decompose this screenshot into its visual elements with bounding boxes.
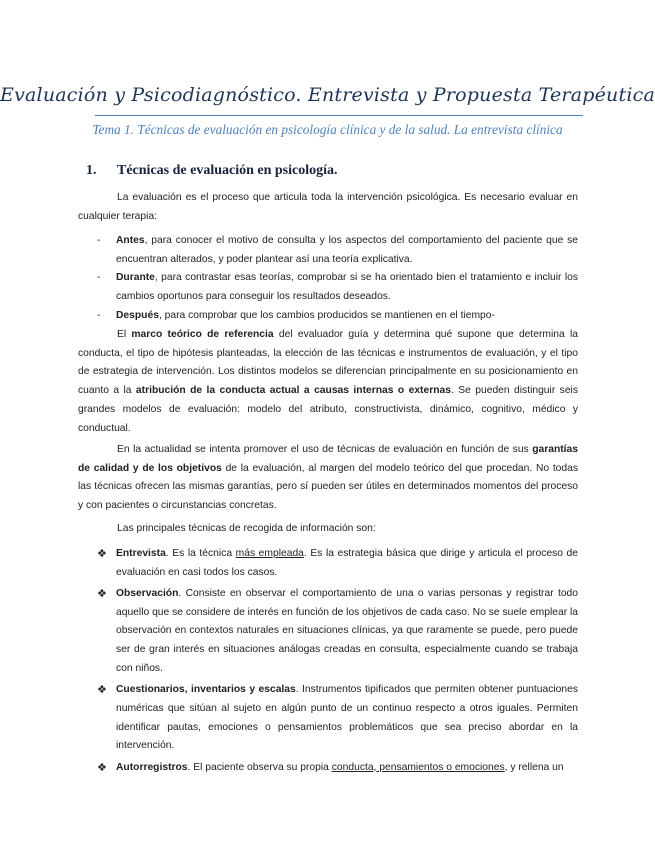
list-item <box>78 232 578 269</box>
technique-term: Observación <box>116 588 179 599</box>
text-run: . Instrumentos tipificados que permiten obtener puntuaciones numéricas que sitúan al sujeto en algún punto de un continuo respecto a otros iguales. Permiten identificar pautas, emociones o pensamientos problemáticos que sea preciso abordar en la intervención. <box>116 684 578 752</box>
phases-list <box>78 232 578 326</box>
text-run: , y rellena un <box>504 761 564 773</box>
phase-text: , para contrastar esas teorías, comprobar si se ha orientado bien el tratamiento e incluir los cambios oportunos para conseguir los resultados deseados. <box>116 272 578 303</box>
diamond-bullet-icon: ❖ <box>97 588 107 600</box>
techniques-intro-block <box>78 520 578 539</box>
text-run: . Es la técnica <box>165 548 236 559</box>
document-title: Evaluación y Psicodiagnóstico. Entrevista y Propuesta Terapéutica <box>0 84 655 106</box>
text-run: El <box>117 329 132 340</box>
diamond-bullet-icon: ❖ <box>97 761 107 774</box>
text-run: En la actualidad se intenta promover el uso de técnicas de evaluación en función de sus <box>117 444 533 455</box>
intro-paragraph-block <box>78 189 578 226</box>
section-title: Técnicas de evaluación en psicología. <box>117 163 338 178</box>
text-run: de la evaluación, al margen del modelo teórico del que procedan. No todas las técnicas ofrecen las mismas garantías, pero sí pueden ser útiles en determinados momentos del proceso y con pacientes o circunstancias concretas. <box>78 462 579 512</box>
dash-marker: - <box>97 235 101 246</box>
text-run: del evaluador guía y determina qué supone que determina la conducta, el tipo de hipótesis planteadas, la elección de las técnicas e instrumentos de evaluación, y el tipo de estrategia de intervención. Los distintos modelos se diferencian principalmente en su posicionamiento en cuanto a la <box>78 329 578 397</box>
bold-term: marco teórico de referencia <box>131 329 274 340</box>
phase-text: , para comprobar que los cambios producidos se mantienen en el tiempo- <box>158 309 495 321</box>
list-item <box>78 585 578 679</box>
text-run: . Consiste en observar el comportamiento de una o varias personas y registrar todo aquello que se considere de interés en función de los objetivos de cada caso. No se suele emplear la observación en contextos naturales en situaciones clínicas, ya que raramente se puede, pero puede ser de gran interés en situaciones análogas creadas en consulta, especialmente cuando se trabaja con niños. <box>116 588 578 674</box>
phase-term: Durante <box>116 272 155 284</box>
text-run: . El paciente observa su propia <box>187 761 332 773</box>
technique-term: Cuestionarios, inventarios y escalas <box>116 684 296 696</box>
list-item <box>78 759 578 778</box>
underlined-term: más empleada <box>235 548 304 559</box>
actualidad-paragraph <box>78 441 578 516</box>
bold-term: atribución de la conducta actual a causas internas o externas <box>135 385 451 397</box>
text-run: . Es la estrategia básica que dirige y articula el proceso de evaluación en casi todos los casos. <box>116 548 578 578</box>
dash-marker: - <box>97 272 101 284</box>
technique-term: Autorregistros <box>116 761 188 773</box>
techniques-list <box>78 545 578 780</box>
diamond-bullet-icon: ❖ <box>97 684 107 697</box>
phases-list-block <box>78 232 578 326</box>
section-heading <box>86 163 338 179</box>
technique-term: Entrevista <box>116 548 166 559</box>
phase-text: , para conocer el motivo de consulta y los aspectos del comportamiento del paciente que se encuentran alterados, y poder plantear así una teoría explicativa. <box>116 235 578 265</box>
list-item <box>78 545 578 582</box>
bold-term: garantías de calidad y de los objetivos <box>78 444 578 474</box>
underlined-term: conducta, pensamientos o emociones <box>331 761 505 773</box>
actualidad-paragraph-block <box>78 441 578 516</box>
diamond-bullet-icon: ❖ <box>97 548 107 560</box>
marco-paragraph <box>78 326 578 438</box>
phase-term: Después <box>116 309 159 321</box>
list-item <box>78 307 578 326</box>
text-run: . Se pueden distinguir seis grandes modelos de evaluación: modelo del atributo, constructivista, dinámico, cognitivo, médico y conductual. <box>78 385 578 434</box>
list-item <box>78 269 578 306</box>
document-subtitle: Tema 1. Técnicas de evaluación en psicología clínica y de la salud. La entrevista clínica <box>92 122 563 137</box>
section-number: 1. <box>86 163 97 178</box>
techniques-intro: Las principales técnicas de recogida de información son: <box>117 523 376 534</box>
intro-paragraph: La evaluación es el proceso que articula toda la intervención psicológica. Es necesario evaluar en cualquier terapia: <box>78 192 578 222</box>
marco-paragraph-block <box>78 326 578 438</box>
title-underline <box>95 115 583 116</box>
list-item <box>78 681 578 756</box>
phase-term: Antes <box>116 235 145 246</box>
dash-marker: - <box>97 309 101 321</box>
